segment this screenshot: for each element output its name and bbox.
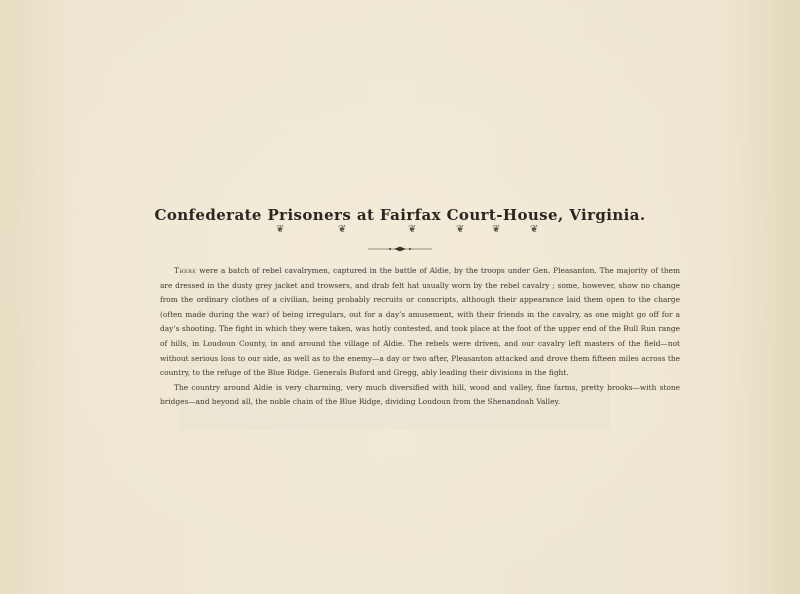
paragraph-lead: There [174, 266, 197, 275]
body-text [160, 264, 680, 410]
flourish-ornament-icon: ❦ [408, 224, 417, 235]
flourish-ornament-icon: ❦ [276, 224, 285, 235]
paragraph-text: The country around Aldie is very charming, very much diversified with hill, wood and valley, fine farms, pretty brooks—with stone bridges—and beyond all, the noble chain of the Blue Ridge, dividing Loudoun from the Shenandoah Valley. [160, 382, 680, 407]
title-flourishes [0, 224, 800, 240]
paragraph [160, 381, 680, 410]
paragraph-text: were a batch of rebel cavalrymen, captured in the battle of Aldie, by the troops under Gen. Pleasanton. The majority of them are dressed in the dusty grey jacket and trowsers, and drab felt hat usually worn by the rebel cavalry ; some, however, show no change from the ordinary clothes of a civilian, being probably recruits or conscripts, although their appearance laid them open to the charge (often made during the war) of being irregulars, out for a day’s amusement, with their friends in the cavalry, as one might go off for a day’s shooting. The fight in which they were taken, was hotly contested, and took place at the foot of the upper end of the Bull Run range of hills, in Loudoun County, in and around the village of Aldie. The rebels were driven, and our cavalry left masters of the field—not without serious loss to our side, as well as to the enemy—a day or two after, Pleasanton attacked and drove them fifteen miles across the country, to the refuge of the Blue Ridge. Generals Buford and Gregg, ably leading their divisions in the fight. [160, 266, 680, 378]
flourish-ornament-icon: ❦ [492, 224, 501, 235]
flourish-ornament-icon: ❦ [530, 224, 539, 235]
paragraph [160, 264, 680, 381]
flourish-ornament-icon: ❦ [456, 224, 465, 235]
flourish-ornament-icon: ❦ [338, 224, 347, 235]
ornamental-divider [368, 246, 432, 252]
page-title: Confederate Prisoners at Fairfax Court-House, Virginia. [154, 206, 646, 224]
